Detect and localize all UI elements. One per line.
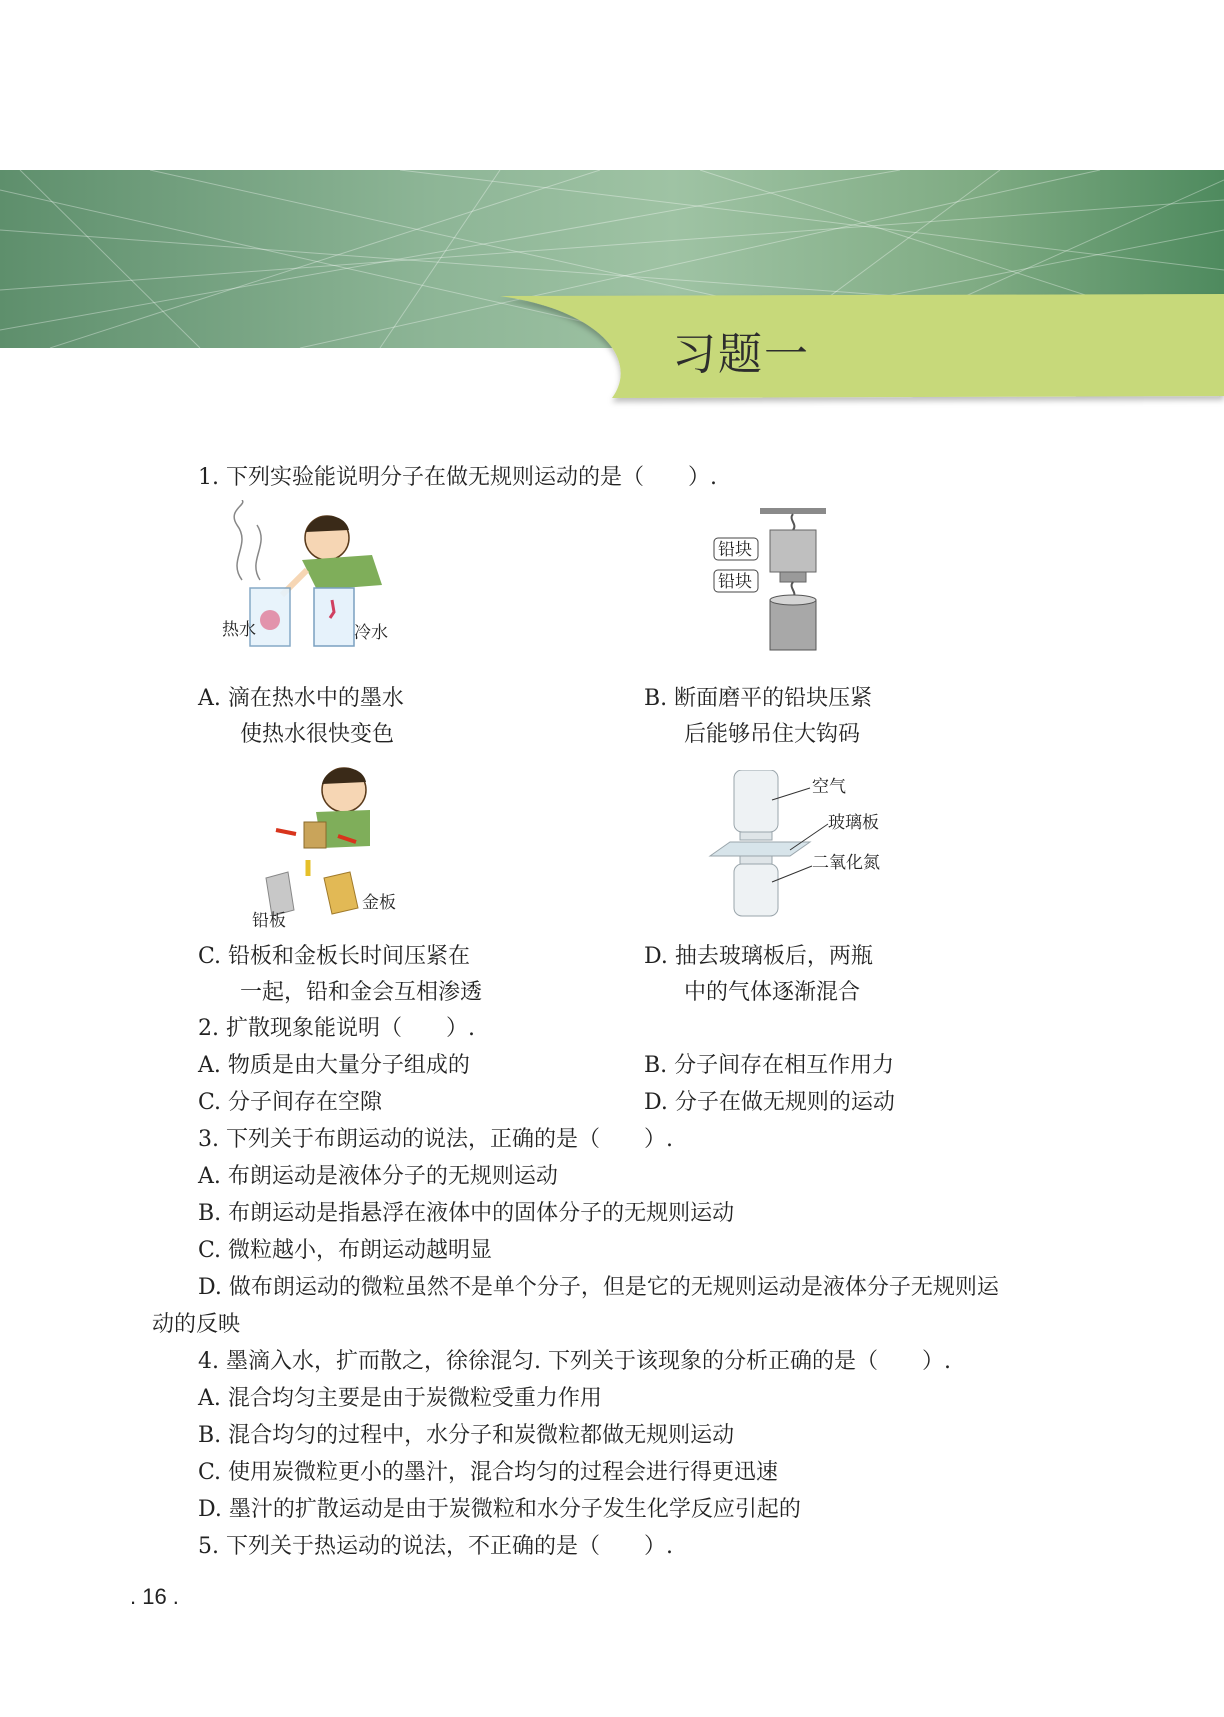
label-gold-plate: 金板 [362, 893, 396, 913]
question-1-stem: 1. 下列实验能说明分子在做无规则运动的是（ ）. [198, 465, 717, 490]
q2-option-a: A. 物质是由大量分子组成的 [198, 1053, 470, 1078]
q1-option-c-line2: 一起，铅和金会互相渗透 [240, 980, 483, 1005]
question-5-stem: 5. 下列关于热运动的说法，不正确的是（ ）. [198, 1534, 673, 1559]
question-4-stem: 4. 墨滴入水，扩而散之，徐徐混匀. 下列关于该现象的分析正确的是（ ）. [198, 1349, 951, 1374]
q1-option-a-line1: A. 滴在热水中的墨水 [198, 686, 404, 711]
label-air: 空气 [812, 777, 846, 797]
q1-option-b-line2: 后能够吊住大钩码 [684, 722, 861, 747]
q2-option-d: D. 分子在做无规则的运动 [644, 1090, 895, 1115]
page-number: . 16 . [130, 1584, 179, 1609]
q3-option-b: B. 布朗运动是指悬浮在液体中的固体分子的无规则运动 [198, 1201, 735, 1226]
q1-option-a-line2: 使热水很快变色 [240, 722, 395, 747]
q1-option-d-line2: 中的气体逐渐混合 [684, 980, 861, 1005]
q1-option-c-line1: C. 铅板和金板长时间压紧在 [198, 944, 471, 969]
q4-option-c: C. 使用炭微粒更小的墨汁，混合均匀的过程会进行得更迅速 [198, 1460, 779, 1485]
question-2-stem: 2. 扩散现象能说明（ ）. [198, 1016, 475, 1041]
label-hot-water: 热水 [222, 620, 256, 640]
figure-c-lead-gold-plates [246, 760, 416, 930]
label-lead-block-bottom: 铅块 [718, 572, 752, 592]
label-lead-plate: 铅板 [252, 911, 286, 930]
title-tab-shape [0, 0, 1224, 420]
figure-d-gas-jars [700, 770, 900, 920]
q4-option-b: B. 混合均匀的过程中，水分子和炭微粒都做无规则运动 [198, 1423, 735, 1448]
q4-option-a: A. 混合均匀主要是由于炭微粒受重力作用 [198, 1386, 602, 1411]
q1-option-d-line1: D. 抽去玻璃板后，两瓶 [644, 944, 873, 969]
q2-option-b: B. 分子间存在相互作用力 [644, 1053, 895, 1078]
q3-option-d-line2: 动的反映 [152, 1312, 241, 1337]
label-glass-plate: 玻璃板 [828, 813, 879, 833]
label-cold-water: 冷水 [354, 623, 388, 643]
q1-option-b-line1: B. 断面磨平的铅块压紧 [644, 686, 873, 711]
page-title: 习题一 [672, 329, 810, 380]
figure-b-lead-blocks [700, 508, 840, 668]
label-lead-block-top: 铅块 [718, 540, 752, 560]
label-nitrogen-dioxide: 二氧化氮 [812, 853, 880, 873]
q3-option-a: A. 布朗运动是液体分子的无规则运动 [198, 1164, 558, 1189]
q4-option-d: D. 墨汁的扩散运动是由于炭微粒和水分子发生化学反应引起的 [198, 1497, 801, 1522]
question-3-stem: 3. 下列关于布朗运动的说法，正确的是（ ）. [198, 1127, 673, 1152]
figure-a-ink-in-water [222, 500, 402, 660]
q2-option-c: C. 分子间存在空隙 [198, 1090, 383, 1115]
q3-option-c: C. 微粒越小，布朗运动越明显 [198, 1238, 493, 1263]
q3-option-d-line1: D. 做布朗运动的微粒虽然不是单个分子，但是它的无规则运动是液体分子无规则运 [198, 1275, 999, 1300]
